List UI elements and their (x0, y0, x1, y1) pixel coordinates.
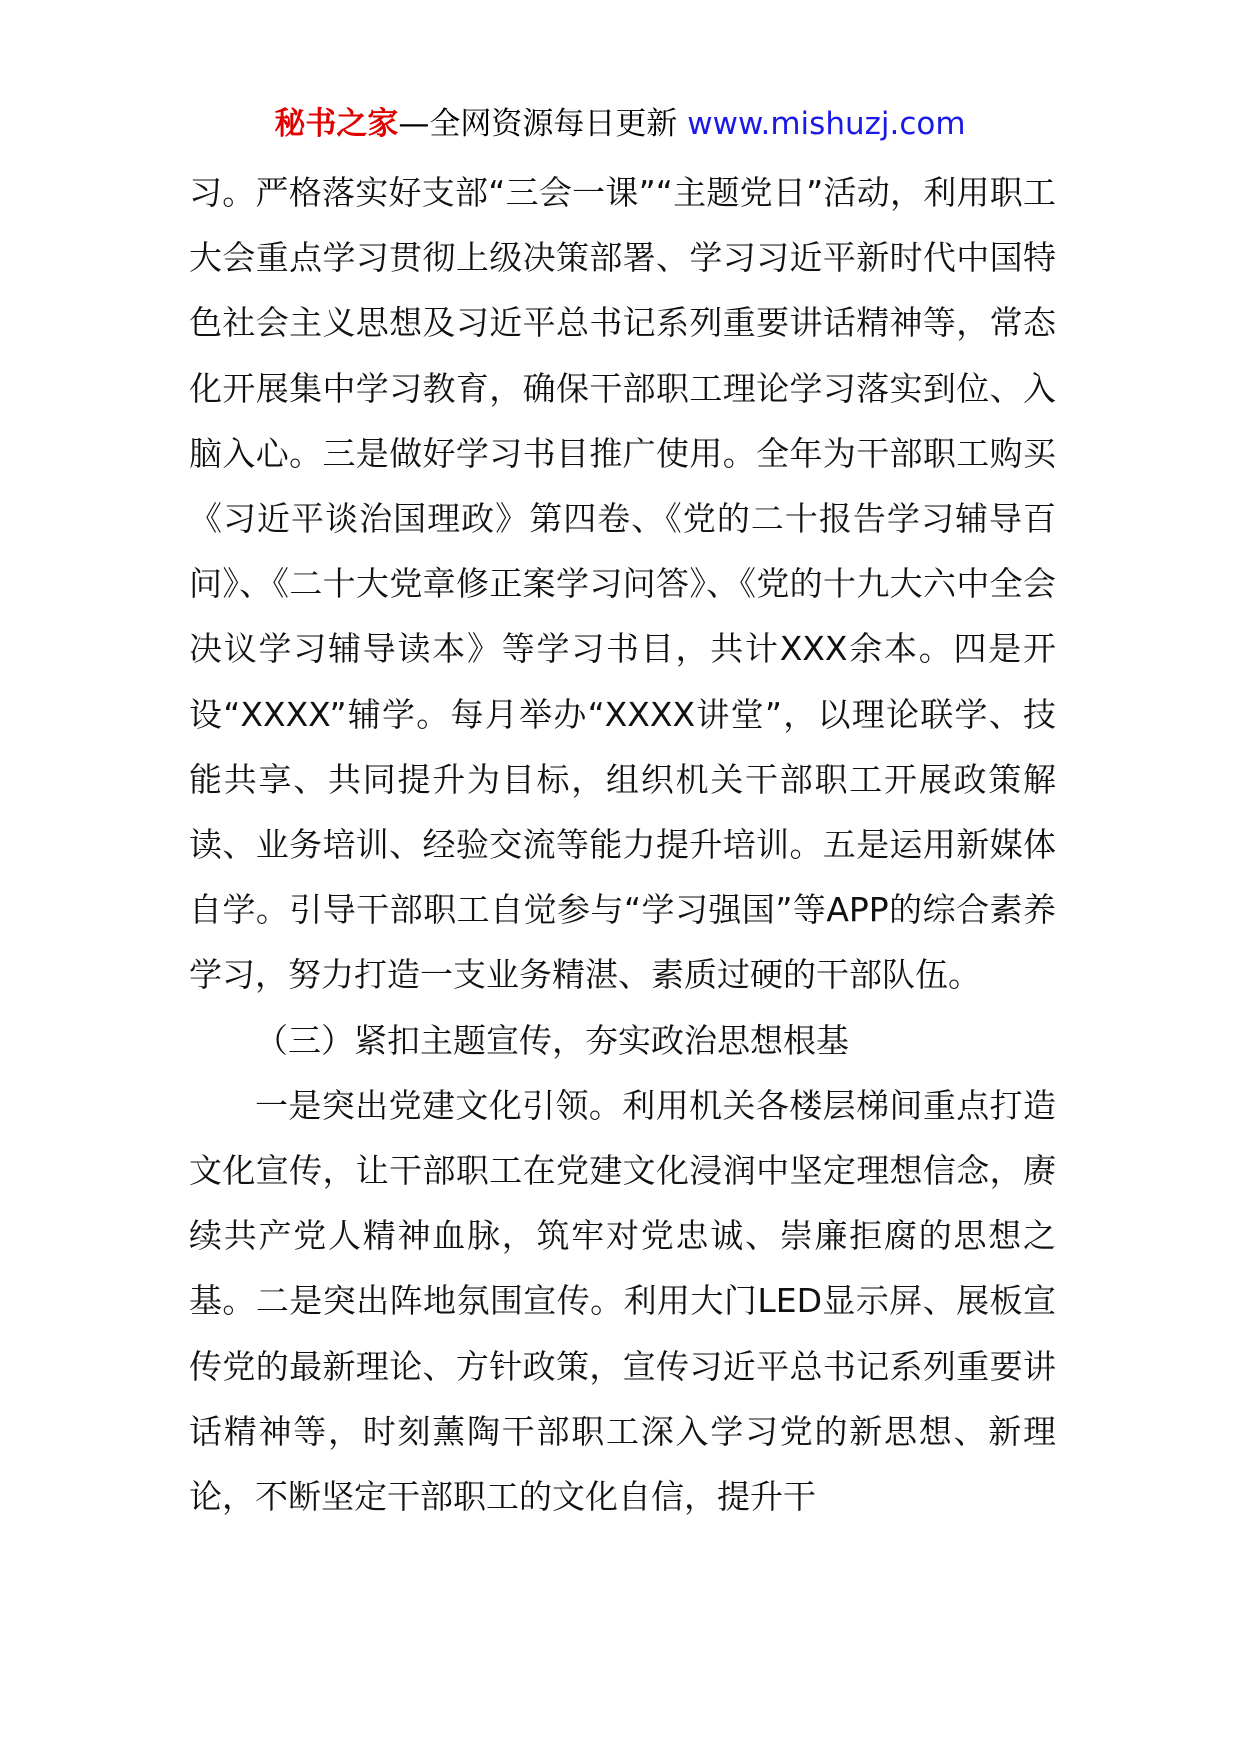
header-tagline: —全网资源每日更新 (398, 106, 678, 142)
page-header (0, 100, 1240, 148)
document-body (189, 160, 1056, 1529)
section-heading-3: （三）紧扣主题宣传，夯实政治思想根基 (255, 1020, 849, 1060)
body-paragraph-1: 习。严格落实好支部“三会一课”“主题党日”活动，利用职工大会重点学习贯彻上级决策部署、学习习近平新时代中国特色社会主义思想及习近平总书记系列重要讲话精神等，常态化开展集中学习教育，确保干部职工理论学习落实到位、入脑入心。三是做好学习书目推广使用。全年为干部职工购买《习近平谈治国理政》第四卷、《党的二十报告学习辅导百问》、《二十大党章修正案学习问答》、《党的十九大六中全会决议学习辅导读本》等学习书目，共计XXX余本。四是开设“XXXX”辅学。每月举办“XXXX讲堂”，以理论联学、技能共享、共同提升为目标，组织机关干部职工开展政策解读、业务培训、经验交流等能力提升培训。五是运用新媒体自学。引导干部职工自觉参与“学习强国”等APP的综合素养学习，努力打造一支业务精湛、素质过硬的干部队伍。 (189, 173, 1056, 995)
header-brand: 秘书之家 (274, 106, 399, 142)
body-paragraph-2: 一是突出党建文化引领。利用机关各楼层梯间重点打造文化宣传，让干部职工在党建文化浸润中坚定理想信念，赓续共产党人精神血脉，筑牢对党忠诚、崇廉拒腐的思想之基。二是突出阵地氛围宣传。利用大门LED显示屏、展板宣传党的最新理论、方针政策，宣传习近平总书记系列重要讲话精神等，时刻薰陶干部职工深入学习党的新思想、新理论，不断坚定干部职工的文化自信，提升干 (189, 1085, 1056, 1517)
header-url-link[interactable]: www.mishuzj.com (687, 106, 966, 142)
